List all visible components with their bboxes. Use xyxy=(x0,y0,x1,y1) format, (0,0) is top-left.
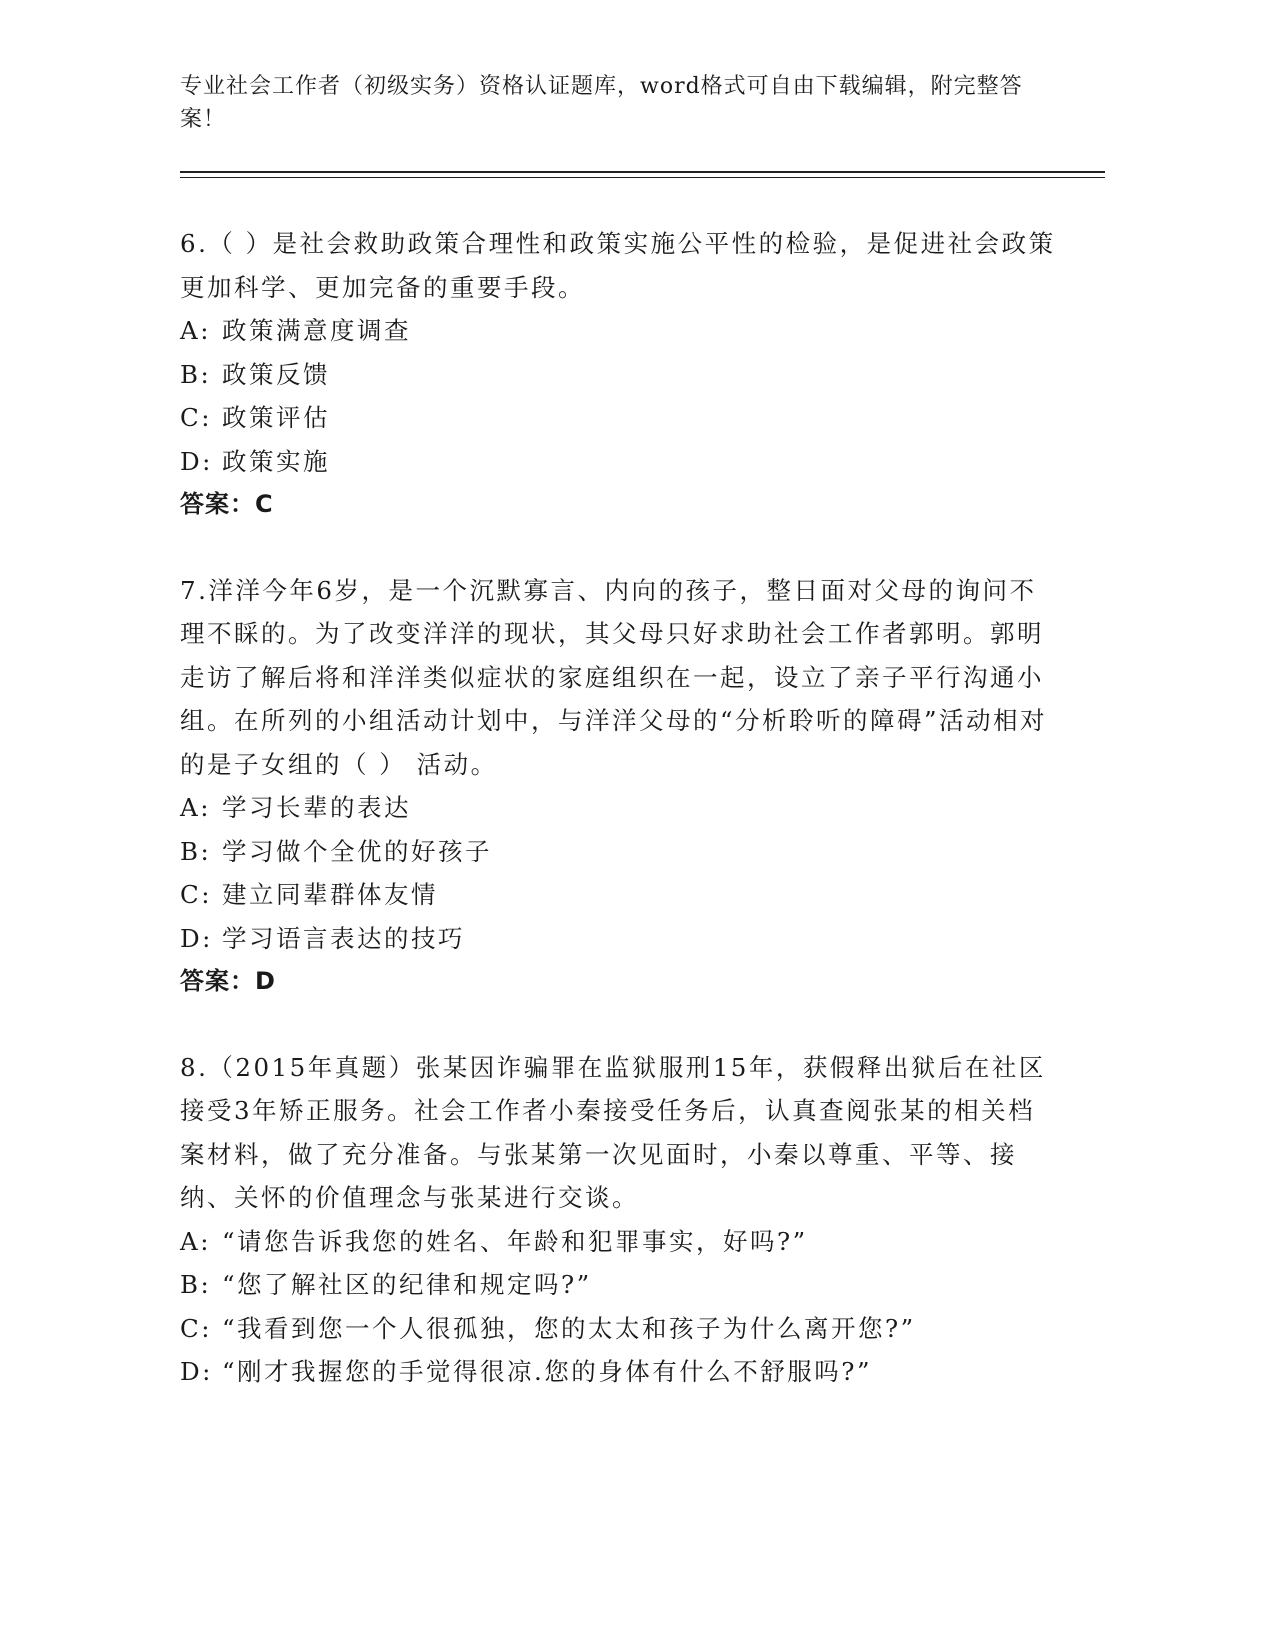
option-letter: B: xyxy=(180,836,212,866)
option-c xyxy=(180,1307,1060,1351)
option-text: “您了解社区的纪律和规定吗?” xyxy=(222,1270,592,1299)
question-7 xyxy=(180,569,1060,1004)
option-letter: D: xyxy=(180,923,213,953)
option-text: 政策反馈 xyxy=(222,359,330,389)
option-text: 学习语言表达的技巧 xyxy=(222,923,465,953)
option-text: 学习长辈的表达 xyxy=(222,793,411,822)
option-letter: B: xyxy=(180,1270,212,1299)
question-8 xyxy=(180,1046,1060,1394)
option-text: 政策实施 xyxy=(222,446,330,476)
option-letter: B: xyxy=(180,359,212,389)
option-letter: D: xyxy=(180,446,213,476)
question-6 xyxy=(180,222,1060,527)
option-letter: D: xyxy=(180,1357,213,1386)
option-letter: C: xyxy=(180,1313,213,1343)
option-letter: A: xyxy=(180,1226,211,1256)
option-text: 建立同辈群体友情 xyxy=(222,880,438,909)
option-a xyxy=(180,1220,1060,1264)
answer-label: 答案：D xyxy=(180,967,276,995)
option-letter: C: xyxy=(180,403,213,432)
option-text: 学习做个全优的好孩子 xyxy=(222,836,492,866)
option-c xyxy=(180,396,1060,440)
option-d xyxy=(180,917,1060,961)
option-b xyxy=(180,830,1060,874)
option-text: “我看到您一个人很孤独，您的太太和孩子为什么离开您?” xyxy=(222,1313,916,1343)
option-b xyxy=(180,353,1060,397)
option-b xyxy=(180,1263,1060,1307)
option-text: 政策满意度调查 xyxy=(222,316,411,345)
option-text: 政策评估 xyxy=(222,403,330,432)
option-a xyxy=(180,309,1060,353)
option-text: “请您告诉我您的姓名、年龄和犯罪事实，好吗?” xyxy=(222,1226,808,1256)
option-d xyxy=(180,1350,1060,1394)
option-d xyxy=(180,440,1060,484)
header-divider-thick xyxy=(180,171,1105,173)
question-stem: 7.洋洋今年6岁，是一个沉默寡言、内向的孩子，整日面对父母的询问不理不睬的。为了改变洋洋的现状，其父母只好求助社会工作者郭明。郭明走访了解后将和洋洋类似症状的家庭组织在一起，设立了亲子平行沟通小组。在所列的小组活动计划中，与洋洋父母的“分析聆听的障碍”活动相对的是子女组的（ ） 活动。 xyxy=(180,575,1048,779)
question-stem: 8.（2015年真题）张某因诈骗罪在监狱服刑15年，获假释出狱后在社区接受3年矫正服务。社会工作者小秦接受任务后，认真查阅张某的相关档案材料，做了充分准备。与张某第一次见面时，小秦以尊重、平等、接纳、关怀的价值理念与张某进行交谈。 xyxy=(180,1052,1046,1212)
option-c xyxy=(180,873,1060,917)
question-list xyxy=(180,222,1060,1436)
option-text: “刚才我握您的手觉得很凉.您的身体有什么不舒服吗?” xyxy=(222,1357,872,1386)
option-letter: C: xyxy=(180,880,213,909)
header-divider-thin xyxy=(180,177,1105,178)
answer-label: 答案：C xyxy=(180,490,274,518)
option-letter: A: xyxy=(180,793,211,822)
option-letter: A: xyxy=(180,316,211,345)
option-a xyxy=(180,786,1060,830)
question-stem: 6.（ ）是社会救助政策合理性和政策实施公平性的检验，是促进社会政策更加科学、更加完备的重要手段。 xyxy=(180,229,1056,302)
document-header: 专业社会工作者（初级实务）资格认证题库，word格式可自由下载编辑，附完整答案！ xyxy=(180,74,1023,132)
